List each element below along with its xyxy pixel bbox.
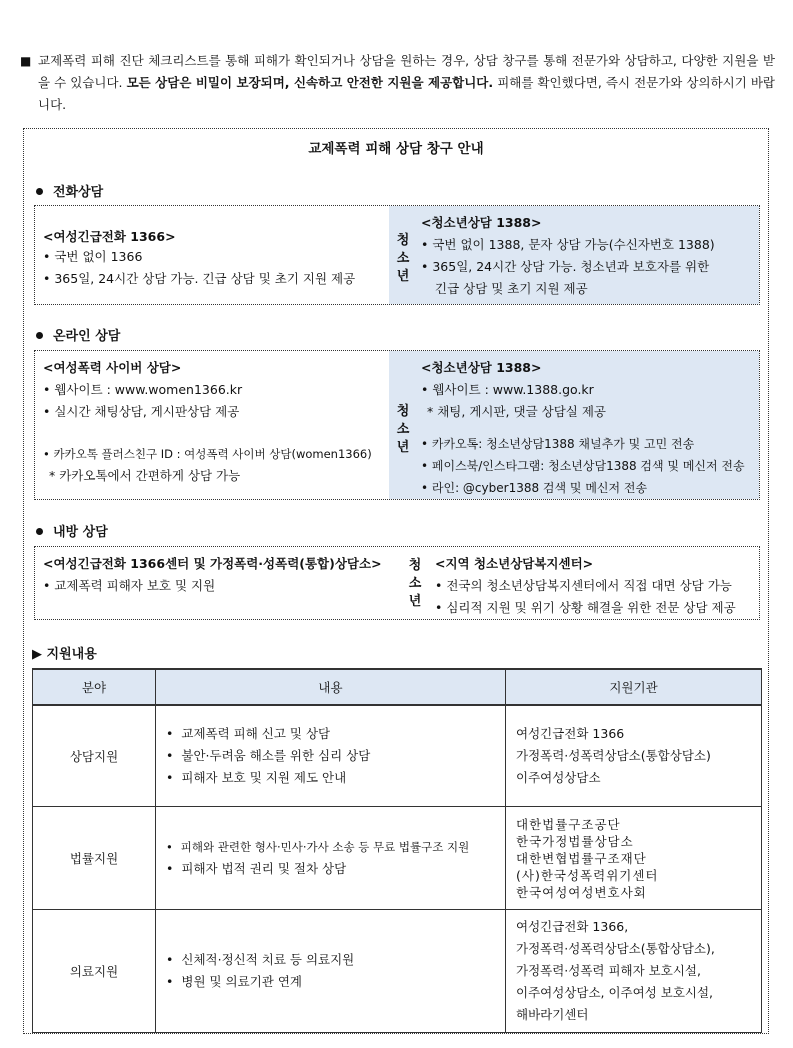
row-field: 의료지원	[33, 910, 156, 1033]
box-title: 교제폭력 피해 상담 창구 안내	[308, 141, 484, 157]
org-item: 이주여성상담소	[516, 770, 601, 785]
header-org: 지원기관	[506, 669, 762, 705]
content-item: • 신체적·정신적 치료 등 의료지원	[166, 949, 504, 971]
online-left-item: • 실시간 채팅상담, 게시판상담 제공	[43, 404, 240, 419]
online-left-note: * 카카오톡에서 간편하게 상담 가능	[49, 468, 241, 483]
row-contents	[156, 705, 506, 807]
online-right-item: • 카카오톡: 청소년상담1388 채널추가 및 고민 전송	[421, 437, 695, 451]
header-content: 내용	[156, 669, 506, 705]
row-orgs	[506, 807, 762, 910]
youth-vertical-label: 청 소 년	[408, 558, 422, 609]
phone-left-title: <여성긴급전화 1366>	[43, 229, 176, 244]
intro-text-before: 교제폭력 피해 진단 체크리스트를 통해 피해가 확인되거나 상담을 원하는 경우, 상담 창구를 통해 전문가와 상담하고, 다양한 지원을 받을 수 있습니다.	[38, 53, 775, 90]
org-item: 가정폭력·성폭력 피해자 보호시설,	[516, 963, 701, 978]
row-contents	[156, 910, 506, 1033]
intro-text-after: 피해를 확인했다면, 즉시 전문가와 상의하시기 바랍니다.	[38, 75, 775, 112]
content-item: • 피해자 보호 및 지원 제도 안내	[166, 767, 504, 789]
org-item: 가정폭력·성폭력상담소(통합상담소),	[516, 941, 715, 956]
row-orgs	[506, 910, 762, 1033]
visit-panel	[34, 546, 760, 620]
phone-right-item: • 국번 없이 1388, 문자 상담 가능(수신자번호 1388)	[421, 237, 715, 252]
phone-right	[389, 206, 759, 304]
online-left	[35, 351, 389, 499]
online-right-item: • 페이스북/인스타그램: 청소년상담1388 검색 및 메신저 전송	[421, 459, 745, 473]
support-table	[32, 668, 762, 1033]
section-phone-heading: 전화상담	[36, 181, 103, 200]
phone-left-item: • 국번 없이 1366	[43, 249, 143, 264]
org-item: 이주여성상담소, 이주여성 보호시설,	[516, 985, 714, 1000]
org-item: 대한법률구조공단	[516, 816, 621, 832]
org-item: 대한변협법률구조재단	[516, 850, 647, 866]
header-field: 분야	[33, 669, 156, 705]
content-item: • 피해와 관련한 형사·민사·가사 소송 등 무료 법률구조 지원	[166, 836, 504, 858]
online-right-item: • 웹사이트 : www.1388.go.kr	[421, 382, 594, 397]
bullet-dot-icon	[36, 528, 43, 535]
phone-right-item: 긴급 상담 및 초기 지원 제공	[435, 281, 588, 296]
content-item: • 불안·두려움 해소를 위한 심리 상담	[166, 745, 504, 767]
online-right-note: * 채팅, 게시판, 댓글 상담실 제공	[427, 404, 606, 419]
intro-paragraph	[20, 50, 775, 116]
row-field: 상담지원	[33, 705, 156, 807]
visit-right	[401, 547, 759, 619]
org-item: 여성긴급전화 1366	[516, 726, 625, 741]
online-left-title: <여성폭력 사이버 상담>	[43, 360, 182, 375]
support-section-title: ▶ 지원내용	[32, 647, 97, 662]
phone-right-item: • 365일, 24시간 상담 가능. 청소년과 보호자를 위한	[421, 259, 710, 274]
row-orgs	[506, 705, 762, 807]
intro-text-bold: 모든 상담은 비밀이 보장되며, 신속하고 안전한 지원을 제공합니다.	[126, 75, 494, 90]
phone-right-title: <청소년상담 1388>	[421, 215, 542, 230]
online-right-item: • 라인: @cyber1388 검색 및 메신저 전송	[421, 481, 648, 495]
table-header-row	[33, 669, 762, 705]
content-item: • 교제폭력 피해 신고 및 상담	[166, 723, 504, 745]
phone-left	[35, 206, 389, 304]
org-item: 여성긴급전화 1366,	[516, 919, 629, 934]
bullet-dot-icon	[36, 188, 43, 195]
visit-right-item: • 심리적 지원 및 위기 상황 해결을 위한 전문 상담 제공	[435, 600, 736, 615]
visit-right-title: <지역 청소년상담복지센터>	[435, 556, 594, 571]
row-contents	[156, 807, 506, 910]
org-item: 한국가정법률상담소	[516, 833, 634, 849]
visit-left	[35, 547, 395, 619]
youth-vertical-label: 청 소 년	[396, 404, 410, 455]
online-left-item: • 카카오톡 플러스친구 ID : 여성폭력 사이버 상담(women1366)	[43, 447, 372, 461]
content-item: • 피해자 법적 권리 및 절차 상담	[166, 858, 504, 880]
table-row	[33, 705, 762, 807]
row-field: 법률지원	[33, 807, 156, 910]
visit-right-item: • 전국의 청소년상담복지센터에서 직접 대면 상담 가능	[435, 578, 732, 593]
table-row	[33, 807, 762, 910]
org-item: 한국여성여성변호사회	[516, 884, 647, 900]
org-item: 해바라기센터	[516, 1007, 589, 1022]
phone-panel	[34, 205, 760, 305]
bullet-dot-icon	[36, 332, 43, 339]
section-visit-heading: 내방 상담	[36, 521, 108, 540]
org-item: 가정폭력·성폭력상담소(통합상담소)	[516, 748, 711, 763]
content-item: • 병원 및 의료기관 연계	[166, 971, 504, 993]
org-item: (사)한국성폭력위기센터	[516, 867, 659, 883]
online-right	[389, 351, 759, 499]
visit-left-title: <여성긴급전화 1366센터 및 가정폭력·성폭력(통합)상담소>	[43, 556, 382, 571]
square-bullet-icon: ■	[20, 54, 32, 68]
online-right-title: <청소년상담 1388>	[421, 360, 542, 375]
visit-left-item: • 교제폭력 피해자 보호 및 지원	[43, 578, 216, 593]
phone-left-item: • 365일, 24시간 상담 가능. 긴급 상담 및 초기 지원 제공	[43, 271, 356, 286]
online-panel	[34, 350, 760, 500]
online-left-item: • 웹사이트 : www.women1366.kr	[43, 382, 243, 397]
table-row	[33, 910, 762, 1033]
section-online-heading: 온라인 상담	[36, 325, 120, 344]
youth-vertical-label: 청 소 년	[396, 233, 410, 284]
